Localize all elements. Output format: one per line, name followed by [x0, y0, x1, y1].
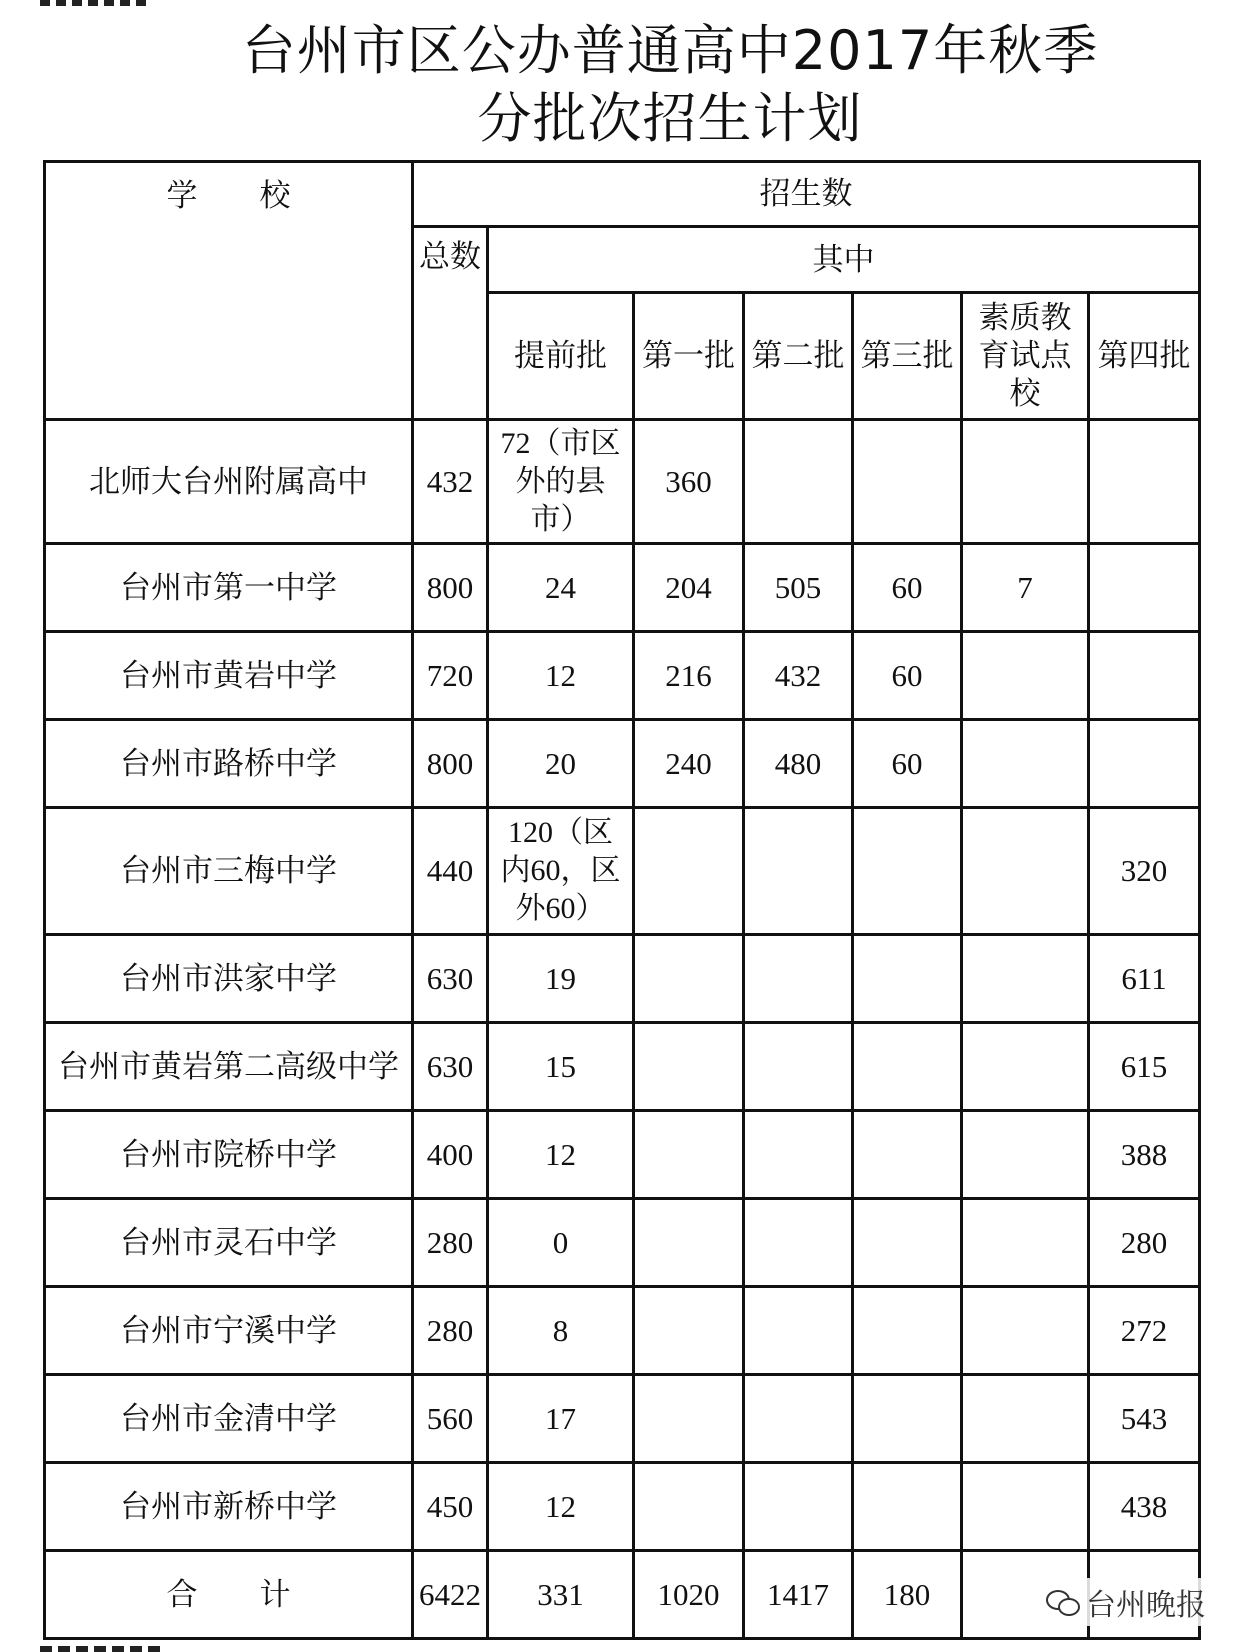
table-row: [45, 544, 1200, 632]
table-row: [45, 935, 1200, 1023]
batch3-cell: [853, 420, 962, 544]
batch3-cell: [853, 1111, 962, 1199]
total-cell: 720: [413, 632, 488, 720]
table-row: [45, 1463, 1200, 1551]
header-batch4: 第四批: [1089, 293, 1200, 420]
batch2-cell: [744, 1111, 853, 1199]
school-name: 台州市洪家中学: [45, 935, 413, 1023]
early-cell: 12: [488, 632, 634, 720]
batch4-cell: [1089, 632, 1200, 720]
table-row: [45, 1111, 1200, 1199]
school-name: 台州市三梅中学: [45, 808, 413, 935]
batch4-cell: 611: [1089, 935, 1200, 1023]
school-name: 台州市黄岩第二高级中学: [45, 1023, 413, 1111]
totals-batch1: 1020: [634, 1551, 744, 1639]
batch4-cell: [1089, 720, 1200, 808]
page-title: 台州市区公办普通高中2017年秋季: [241, 19, 1099, 82]
totals-early: 331: [488, 1551, 634, 1639]
header-pilot: 素质教育试点校: [962, 293, 1089, 420]
total-cell: 280: [413, 1199, 488, 1287]
table-row: [45, 1375, 1200, 1463]
school-name: 台州市新桥中学: [45, 1463, 413, 1551]
batch1-cell: [634, 808, 744, 935]
pilot-cell: [962, 1023, 1089, 1111]
batch1-cell: [634, 1023, 744, 1111]
total-cell: 560: [413, 1375, 488, 1463]
pilot-cell: [962, 1111, 1089, 1199]
batch2-cell: [744, 1199, 853, 1287]
batch1-cell: 204: [634, 544, 744, 632]
batch4-cell: 615: [1089, 1023, 1200, 1111]
pilot-cell: [962, 1287, 1089, 1375]
page-subtitle: 分批次招生计划: [477, 87, 863, 150]
watermark: [1040, 1578, 1212, 1626]
batch3-cell: [853, 935, 962, 1023]
totals-batch3: 180: [853, 1551, 962, 1639]
total-cell: 450: [413, 1463, 488, 1551]
early-cell: 12: [488, 1463, 634, 1551]
totals-row: [45, 1551, 1200, 1639]
batch3-cell: 60: [853, 720, 962, 808]
header-school: 学 校: [45, 162, 413, 420]
batch3-cell: 60: [853, 544, 962, 632]
batch2-cell: [744, 808, 853, 935]
batch1-cell: 216: [634, 632, 744, 720]
batch2-cell: [744, 1375, 853, 1463]
batch2-cell: [744, 420, 853, 544]
early-cell: 19: [488, 935, 634, 1023]
pilot-cell: 7: [962, 544, 1089, 632]
early-cell: 17: [488, 1375, 634, 1463]
batch3-cell: 60: [853, 632, 962, 720]
batch3-cell: [853, 1287, 962, 1375]
totals-total: 6422: [413, 1551, 488, 1639]
batch3-cell: [853, 1199, 962, 1287]
header-batch3: 第三批: [853, 293, 962, 420]
total-cell: 800: [413, 720, 488, 808]
table-row: [45, 1023, 1200, 1111]
header-batch2: 第二批: [744, 293, 853, 420]
pilot-cell: [962, 632, 1089, 720]
batch3-cell: [853, 808, 962, 935]
batch3-cell: [853, 1463, 962, 1551]
totals-batch2: 1417: [744, 1551, 853, 1639]
scan-edge-top: [40, 0, 150, 6]
pilot-cell: [962, 935, 1089, 1023]
batch4-cell: 272: [1089, 1287, 1200, 1375]
batch2-cell: [744, 1287, 853, 1375]
batch4-cell: 438: [1089, 1463, 1200, 1551]
early-cell: 72（市区外的县市）: [488, 420, 634, 544]
school-name: 台州市宁溪中学: [45, 1287, 413, 1375]
batch1-cell: [634, 1463, 744, 1551]
batch1-cell: 240: [634, 720, 744, 808]
total-cell: 432: [413, 420, 488, 544]
wechat-icon: [1046, 1588, 1080, 1616]
batch2-cell: [744, 1023, 853, 1111]
early-cell: 8: [488, 1287, 634, 1375]
batch4-cell: 280: [1089, 1199, 1200, 1287]
enrollment-table: [43, 160, 1201, 1640]
table-row: [45, 1199, 1200, 1287]
batch2-cell: 505: [744, 544, 853, 632]
early-cell: 15: [488, 1023, 634, 1111]
batch4-cell: [1089, 420, 1200, 544]
school-name: 台州市金清中学: [45, 1375, 413, 1463]
header-batch1: 第一批: [634, 293, 744, 420]
batch2-cell: [744, 1463, 853, 1551]
table-row: [45, 808, 1200, 935]
school-name: 台州市第一中学: [45, 544, 413, 632]
batch4-cell: [1089, 544, 1200, 632]
pilot-cell: [962, 1463, 1089, 1551]
total-cell: 440: [413, 808, 488, 935]
header-among: 其中: [488, 227, 1200, 293]
school-name: 北师大台州附属高中: [45, 420, 413, 544]
total-cell: 800: [413, 544, 488, 632]
early-cell: 120（区内60，区外60）: [488, 808, 634, 935]
batch1-cell: [634, 1199, 744, 1287]
pilot-cell: [962, 420, 1089, 544]
batch1-cell: [634, 1375, 744, 1463]
batch1-cell: [634, 1287, 744, 1375]
total-cell: 630: [413, 935, 488, 1023]
school-name: 台州市黄岩中学: [45, 632, 413, 720]
table-row: [45, 632, 1200, 720]
pilot-cell: [962, 1375, 1089, 1463]
batch1-cell: 360: [634, 420, 744, 544]
total-cell: 630: [413, 1023, 488, 1111]
early-cell: 0: [488, 1199, 634, 1287]
table-row: [45, 720, 1200, 808]
school-name: 台州市路桥中学: [45, 720, 413, 808]
header-early: 提前批: [488, 293, 634, 420]
table-row: [45, 1287, 1200, 1375]
batch4-cell: 543: [1089, 1375, 1200, 1463]
batch2-cell: 432: [744, 632, 853, 720]
watermark-text: 台州晚报: [1086, 1588, 1206, 1623]
batch2-cell: [744, 935, 853, 1023]
scan-edge-bottom: [40, 1646, 160, 1652]
pilot-cell: [962, 1199, 1089, 1287]
batch4-cell: 320: [1089, 808, 1200, 935]
school-name: 台州市灵石中学: [45, 1199, 413, 1287]
early-cell: 12: [488, 1111, 634, 1199]
batch1-cell: [634, 1111, 744, 1199]
school-name: 台州市院桥中学: [45, 1111, 413, 1199]
early-cell: 20: [488, 720, 634, 808]
batch4-cell: 388: [1089, 1111, 1200, 1199]
batch3-cell: [853, 1375, 962, 1463]
batch2-cell: 480: [744, 720, 853, 808]
early-cell: 24: [488, 544, 634, 632]
header-total: 总数: [413, 227, 488, 420]
table-row: [45, 420, 1200, 544]
header-enrollment: 招生数: [413, 162, 1200, 227]
batch3-cell: [853, 1023, 962, 1111]
total-cell: 400: [413, 1111, 488, 1199]
batch1-cell: [634, 935, 744, 1023]
totals-label: 合 计: [45, 1551, 413, 1639]
pilot-cell: [962, 808, 1089, 935]
pilot-cell: [962, 720, 1089, 808]
total-cell: 280: [413, 1287, 488, 1375]
